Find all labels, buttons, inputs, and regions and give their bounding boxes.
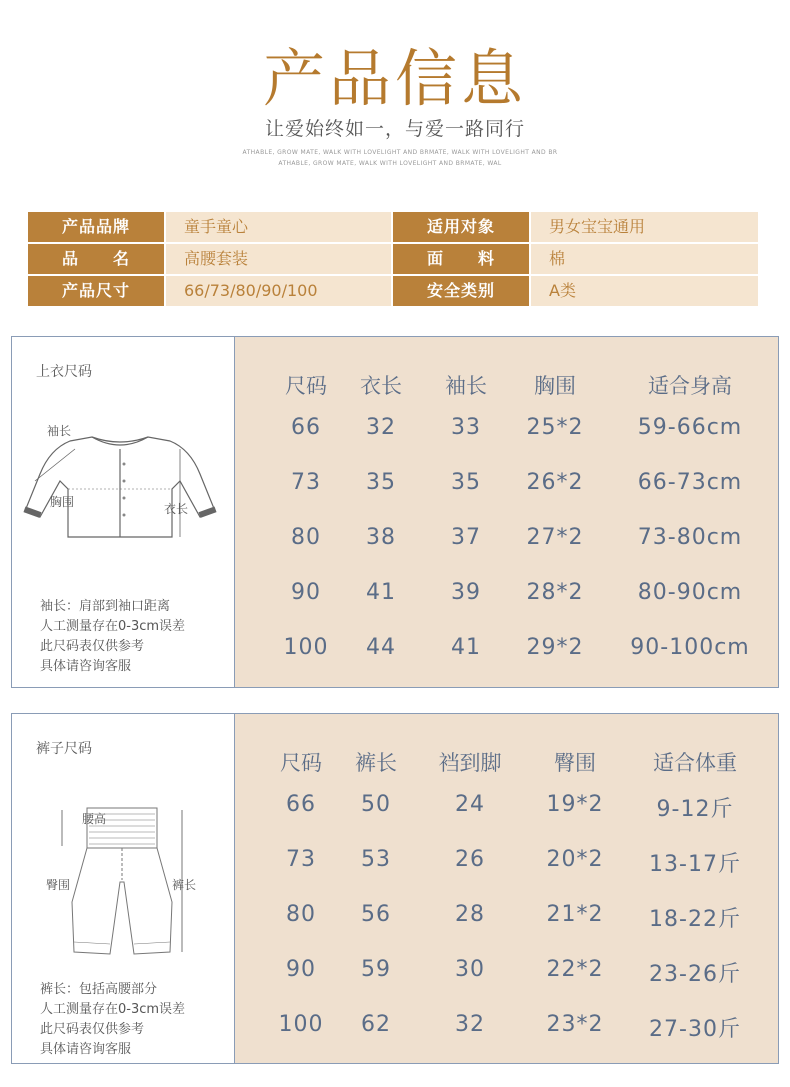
table-cell: 59 [361, 957, 391, 982]
name-value: 高腰套装 [166, 244, 391, 274]
column-header: 适合体重 [653, 751, 737, 775]
table-cell: 35 [451, 470, 481, 495]
column-header: 衣长 [360, 374, 402, 398]
safety-label: 安全类别 [393, 276, 529, 306]
table-cell: 24 [455, 792, 485, 817]
table-cell: 56 [361, 902, 391, 927]
table-cell: 73 [291, 470, 321, 495]
table-cell: 33 [451, 415, 481, 440]
bottom-size-panel [11, 713, 779, 1064]
table-cell: 90 [286, 957, 316, 982]
english-tagline-1: ATHABLE, GROW MATE, WALK WITH LOVELIGHT AND BRMATE, WALK WITH LOVELIGHT AND BR [242, 149, 558, 156]
bottom-size-left [12, 714, 233, 1063]
note: 人工测量存在0-3cm误差 [40, 1002, 186, 1017]
column-header: 裤长 [355, 751, 397, 775]
table-cell: 19*2 [546, 792, 604, 817]
table-cell: 29*2 [526, 635, 584, 660]
table-cell: 66-73cm [637, 470, 743, 495]
column-header: 袖长 [445, 374, 487, 398]
table-cell: 28 [455, 902, 485, 927]
brand-label: 产品品牌 [28, 212, 164, 242]
note: 具体请咨询客服 [40, 1042, 132, 1057]
table-cell: 44 [366, 635, 396, 660]
info-row [28, 244, 758, 274]
bottom-size-table [234, 714, 778, 1063]
table-cell: 32 [366, 415, 396, 440]
size-value: 66/73/80/90/100 [166, 276, 391, 306]
pants-length-label: 裤长 [172, 878, 197, 892]
column-header: 尺码 [285, 374, 327, 398]
table-cell: 41 [366, 580, 396, 605]
table-cell: 66 [286, 792, 316, 817]
table-cell: 20*2 [546, 847, 604, 872]
info-row [28, 212, 758, 242]
top-panel-title: 上衣尺码 [36, 364, 92, 380]
column-header: 裆到脚 [438, 751, 502, 775]
table-cell: 66 [291, 415, 321, 440]
column-header: 臀围 [554, 751, 596, 775]
fabric-value: 棉 [531, 244, 758, 274]
table-cell: 90-100cm [630, 635, 750, 660]
table-cell: 9-12斤 [656, 797, 734, 822]
note: 袖长：肩部到袖口距离 [40, 599, 171, 614]
table-cell: 62 [361, 1012, 391, 1037]
table-cell: 28*2 [526, 580, 584, 605]
target-value: 男女宝宝通用 [531, 212, 758, 242]
table-cell: 27*2 [526, 525, 584, 550]
chest-label: 胸围 [50, 495, 75, 509]
table-cell: 30 [455, 957, 485, 982]
name-label: 品 名 [28, 244, 164, 274]
table-cell: 59-66cm [637, 415, 743, 440]
table-cell: 18-22斤 [649, 907, 741, 932]
note: 裤长：包括高腰部分 [40, 982, 158, 997]
info-row [28, 276, 758, 306]
table-cell: 80-90cm [637, 580, 743, 605]
table-cell: 38 [366, 525, 396, 550]
column-header: 胸围 [534, 374, 576, 398]
table-cell: 41 [451, 635, 481, 660]
top-size-panel [11, 336, 779, 688]
waist-label: 腰高 [82, 812, 107, 826]
table-cell: 80 [291, 525, 321, 550]
page-subtitle: 让爱始终如一，与爱一路同行 [264, 118, 525, 140]
table-cell: 80 [286, 902, 316, 927]
length-label: 衣长 [164, 502, 189, 516]
english-tagline-2: ATHABLE, GROW MATE, WALK WITH LOVELIGHT AND BRMATE, WAL [278, 160, 502, 167]
note: 此尺码表仅供参考 [40, 639, 145, 654]
column-header: 尺码 [280, 751, 322, 775]
table-cell: 37 [451, 525, 481, 550]
table-cell: 27-30斤 [649, 1017, 741, 1042]
table-cell: 53 [361, 847, 391, 872]
table-cell: 23*2 [546, 1012, 604, 1037]
table-cell: 22*2 [546, 957, 604, 982]
table-cell: 21*2 [546, 902, 604, 927]
table-cell: 35 [366, 470, 396, 495]
table-cell: 13-17斤 [649, 852, 741, 877]
table-cell: 73 [286, 847, 316, 872]
bottom-panel-title: 裤子尺码 [36, 741, 92, 757]
table-cell: 100 [278, 1012, 324, 1037]
note: 人工测量存在0-3cm误差 [40, 619, 186, 634]
table-cell: 90 [291, 580, 321, 605]
safety-value: A类 [531, 276, 758, 306]
table-cell: 100 [283, 635, 329, 660]
table-cell: 26 [455, 847, 485, 872]
note: 具体请咨询客服 [40, 659, 132, 674]
top-size-left [12, 337, 233, 687]
table-cell: 23-26斤 [649, 962, 741, 987]
table-cell: 26*2 [526, 470, 584, 495]
top-size-table [234, 337, 778, 687]
brand-value: 童手童心 [166, 212, 391, 242]
table-cell: 32 [455, 1012, 485, 1037]
fabric-label: 面 料 [393, 244, 529, 274]
column-header: 适合身高 [648, 374, 732, 398]
table-cell: 25*2 [526, 415, 584, 440]
table-cell: 50 [361, 792, 391, 817]
note: 此尺码表仅供参考 [40, 1022, 145, 1037]
table-cell: 39 [451, 580, 481, 605]
size-label: 产品尺寸 [28, 276, 164, 306]
target-label: 适用对象 [393, 212, 529, 242]
page-title: 产品信息 [262, 42, 527, 115]
hip-label: 臀围 [46, 878, 71, 892]
sleeve-label: 袖长 [47, 424, 72, 438]
table-cell: 73-80cm [637, 525, 743, 550]
